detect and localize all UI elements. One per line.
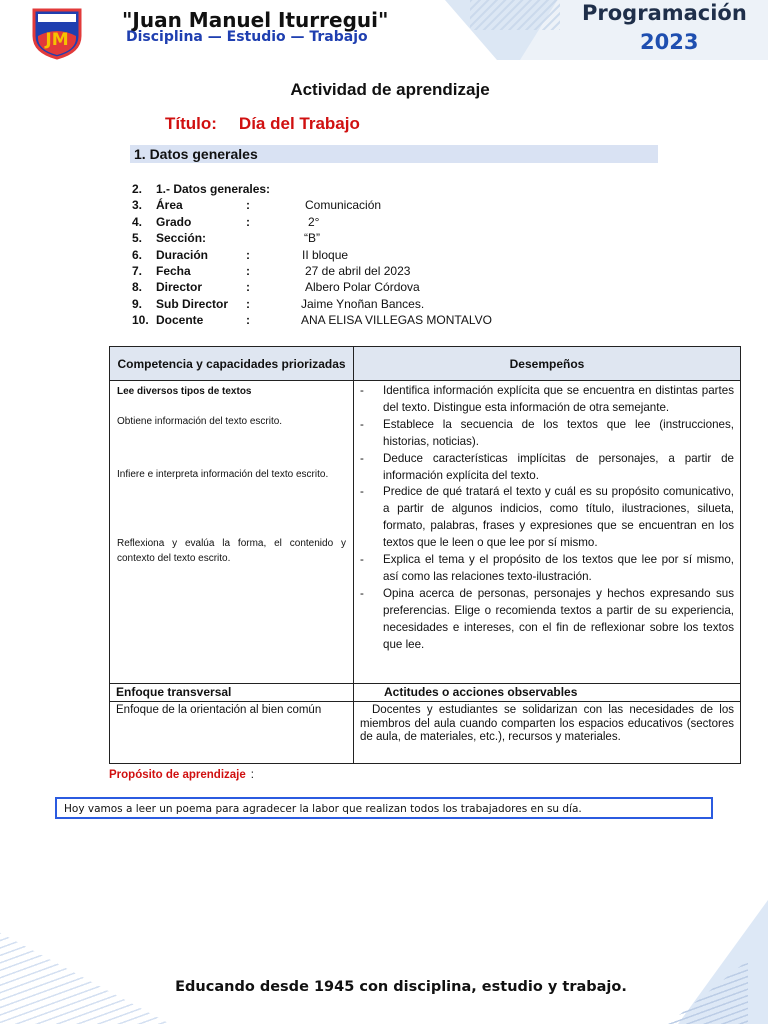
titulo-label: Título: — [165, 114, 217, 133]
enfoque-header: Enfoque transversal — [110, 684, 354, 702]
desempeno-item: - Explica el tema y el propósito de los textos que lee por sí mismo, así como las relaciones texto-ilustración. — [358, 552, 734, 586]
datos-num: 10. — [132, 313, 149, 328]
datos-colon: : — [246, 296, 250, 311]
datos-value: Albero Polar Córdova — [305, 280, 420, 295]
enfoque-value: Enfoque de la orientación al bien común — [110, 702, 354, 764]
datos-value: 2° — [308, 214, 320, 229]
datos-num: 4. — [132, 214, 143, 229]
proposito-colon: : — [250, 769, 254, 781]
proposito-label: Propósito de aprendizaje — [109, 769, 246, 781]
proposito-text-box: Hoy vamos a leer un poema para agradecer la labor que realizan todos los trabajadores en su día. — [55, 797, 713, 819]
actitudes-value: Docentes y estudiantes se solidarizan con las necesidades de los miembros del aula cuando comparten los espacios educativos (sectores de aula, de materiales, etc.), recursos y materiales. — [354, 702, 741, 764]
capacidad-item: Infiere e interpreta información del texto escrito. — [117, 469, 329, 480]
capacidades-cell — [110, 381, 354, 684]
activity-title — [165, 114, 360, 134]
datos-colon: : — [246, 198, 250, 213]
datos-colon: : — [246, 263, 250, 278]
section-heading: 1. Datos generales — [130, 145, 658, 163]
datos-num: 7. — [132, 263, 143, 278]
actitudes-header: Actitudes o acciones observables — [354, 684, 741, 702]
program-label: Programación — [582, 1, 747, 25]
datos-num: 2. — [132, 182, 143, 196]
desempeno-item: - Establece la secuencia de los textos que lee (instrucciones, historias, noticias). — [358, 417, 734, 451]
datos-label: Grado — [156, 214, 192, 229]
school-motto: Disciplina — Estudio — Trabajo — [126, 29, 368, 45]
datos-label: Área — [156, 198, 183, 213]
header-competencia: Competencia y capacidades priorizadas — [110, 347, 354, 381]
datos-num: 6. — [132, 247, 143, 262]
logo-initials: JM — [45, 30, 69, 50]
program-year: 2023 — [640, 30, 699, 54]
datos-value: 27 de abril del 2023 — [305, 263, 411, 278]
footer-slogan: Educando desde 1945 con disciplina, estudio y trabajo. — [175, 979, 627, 995]
datos-num: 9. — [132, 296, 143, 311]
capacidad-item: Reflexiona y evalúa la forma, el contenido y contexto del texto escrito. — [117, 538, 346, 564]
header-desempenos: Desempeños — [354, 347, 741, 381]
competencias-table — [109, 346, 741, 764]
header-stripes — [470, 0, 560, 30]
datos-label: Sección: — [156, 231, 207, 246]
datos-value: Comunicación — [305, 198, 382, 213]
datos-num: 3. — [132, 198, 143, 213]
datos-value: Jaime Ynoñan Bances. — [301, 296, 425, 311]
desempenos-cell — [354, 381, 741, 684]
datos-num: 5. — [132, 231, 143, 246]
datos-colon: : — [246, 280, 250, 295]
desempeno-item: - Opina acerca de personas, personajes y hechos expresando sus preferencias. Elige o recomienda textos a partir de su experiencia, necesidades e intereses, con el fin de reflexionar sobre los textos que lee. — [358, 586, 734, 654]
datos-value: II bloque — [302, 247, 349, 262]
datos-value: ANA ELISA VILLEGAS MONTALVO — [301, 313, 492, 328]
datos-colon: : — [246, 214, 250, 229]
datos-label: 1.- Datos generales: — [156, 182, 271, 196]
titulo-value: Día del Trabajo — [238, 114, 360, 133]
datos-colon: : — [246, 247, 250, 262]
competencia-title: Lee diversos tipos de textos — [117, 386, 252, 397]
school-logo — [30, 6, 84, 60]
document-title: Actividad de aprendizaje — [290, 80, 490, 99]
school-name: "Juan Manuel Iturregui" — [122, 8, 389, 32]
datos-num: 8. — [132, 280, 143, 295]
footer-decoration — [0, 910, 170, 1024]
desempeno-item: - Predice de qué tratará el texto y cuál es su propósito comunicativo, a partir de algunos indicios, como título, ilustraciones, silueta, formato, palabras, frases y expresiones que se encuentran en los textos que le leen o que lee por sí mismo. — [358, 484, 734, 552]
datos-value: “B” — [304, 231, 320, 246]
capacidad-item: Obtiene información del texto escrito. — [117, 416, 283, 427]
datos-label: Director — [156, 280, 203, 295]
datos-colon: : — [246, 313, 250, 328]
datos-label: Fecha — [156, 263, 191, 278]
proposito-label-row — [109, 769, 254, 781]
datos-label: Sub Director — [156, 296, 229, 311]
desempeno-item: - Deduce características implícitas de personajes, a partir de información explícita del texto. — [358, 451, 734, 485]
datos-label: Docente — [156, 313, 204, 328]
desempeno-item: - Identifica información explícita que se encuentra en distintas partes del texto. Distingue esta información de otra semejante. — [358, 383, 734, 417]
datos-label: Duración — [156, 247, 209, 262]
